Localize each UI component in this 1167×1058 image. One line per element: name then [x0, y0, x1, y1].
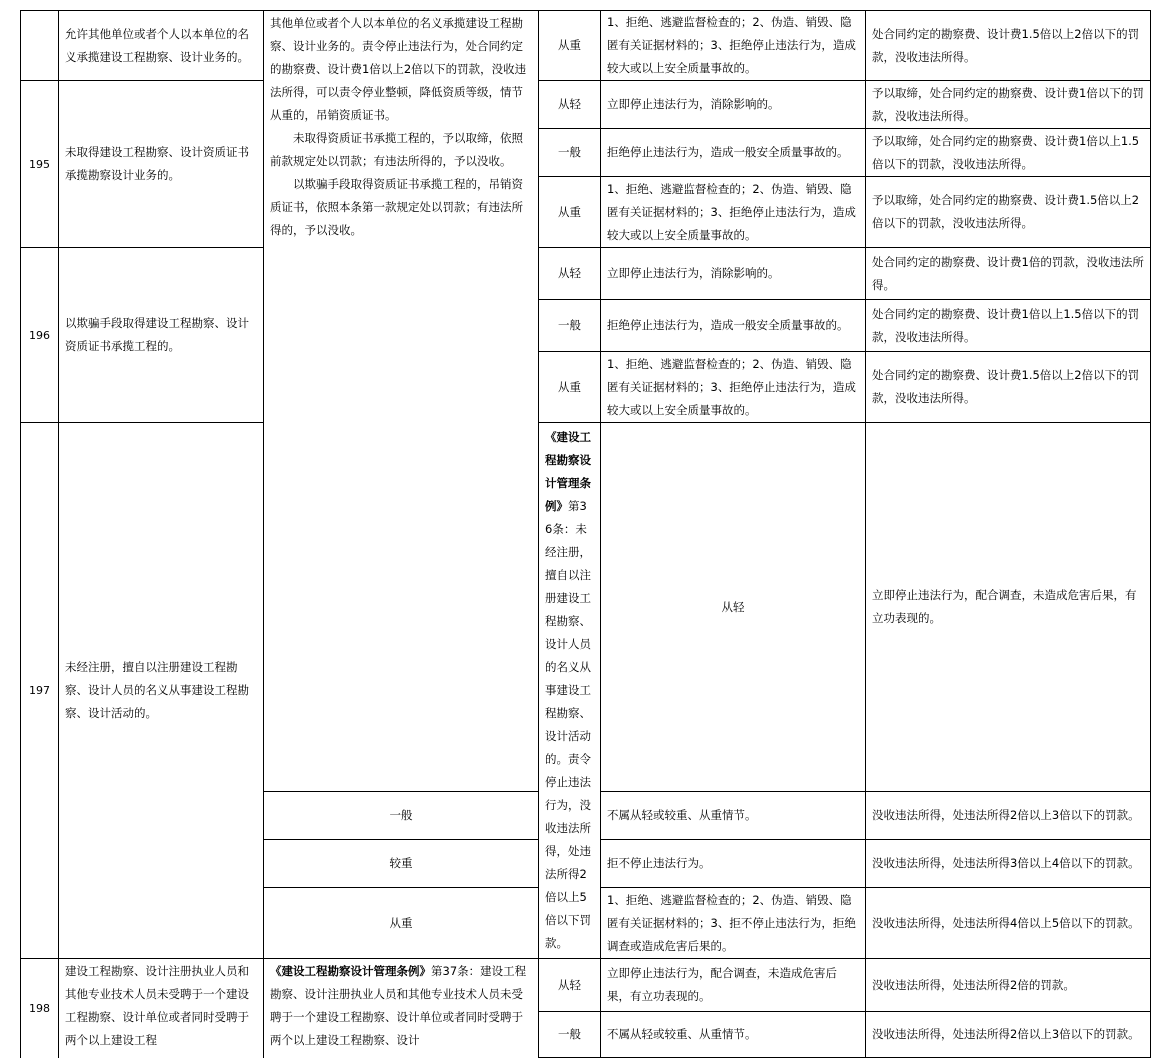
item-number-cell: 198	[21, 959, 59, 1058]
penalty-table	[20, 10, 1151, 1058]
item-number-cell: 195	[21, 81, 59, 248]
circumstance-cell: 拒绝停止违法行为，造成一般安全质量事故的。	[601, 129, 866, 177]
standard-cell: 予以取缔，处合同约定的勘察费、设计费1倍以下的罚款，没收违法所得。	[866, 81, 1151, 129]
item-number-cell	[21, 11, 59, 81]
table-row	[21, 248, 1151, 300]
standard-cell: 没收违法所得，处违法所得4倍以上5倍以下的罚款。	[866, 888, 1151, 959]
basis-paragraph: 未取得资质证书承揽工程的，予以取缔，依照前款规定处以罚款；有违法所得的，予以没收。	[270, 131, 523, 168]
circumstance-cell: 拒不停止违法行为。	[601, 840, 866, 888]
behavior-cell: 以欺骗手段取得建设工程勘察、设计资质证书承揽工程的。	[59, 248, 264, 423]
basis-text: 第36条：未经注册，擅自以注册建设工程勘察、设计人员的名义从事建设工程勘察、设计活动的。责令停止违法行为，没收违法所得，处违法所得2倍以上5倍以下罚款。	[545, 499, 591, 950]
basis-paragraph: 以欺骗手段取得资质证书承揽工程的，吊销资质证书，依照本条第一款规定处以罚款；有违法所得的，予以没收。	[270, 177, 523, 237]
basis-text: 第37条：建设工程勘察、设计注册执业人员和其他专业技术人员未受聘于一个建设工程勘察、设计单位或者同时受聘于两个以上建设工程勘察、设计	[270, 964, 527, 1047]
circumstance-cell: 立即停止违法行为，配合调查，未造成危害后果，有立功表现的。	[866, 423, 1151, 792]
level-cell: 一般	[539, 1012, 601, 1058]
circumstance-cell: 1、拒绝、逃避监督检查的；2、伪造、销毁、隐匿有关证据材料的；3、拒绝停止违法行为，造成较大或以上安全质量事故的。	[601, 11, 866, 81]
standard-cell: 处合同约定的勘察费、设计费1倍的罚款，没收违法所得。	[866, 248, 1151, 300]
circumstance-cell: 立即停止违法行为，消除影响的。	[601, 248, 866, 300]
behavior-cell: 未经注册，擅自以注册建设工程勘察、设计人员的名义从事建设工程勘察、设计活动的。	[59, 423, 264, 959]
level-cell: 一般	[264, 792, 539, 840]
standard-cell: 没收违法所得，处违法所得2倍以上3倍以下的罚款。	[866, 792, 1151, 840]
table-row	[21, 11, 1151, 81]
table-row	[21, 423, 1151, 792]
circumstance-cell: 立即停止违法行为，消除影响的。	[601, 81, 866, 129]
standard-cell: 没收违法所得，处违法所得2倍的罚款。	[866, 959, 1151, 1012]
circumstance-cell: 不属从轻或较重、从重情节。	[601, 792, 866, 840]
level-cell: 一般	[539, 300, 601, 352]
circumstance-cell: 1、拒绝、逃避监督检查的；2、伪造、销毁、隐匿有关证据材料的；3、拒绝停止违法行为，造成较大或以上安全质量事故的。	[601, 352, 866, 423]
behavior-cell: 允许其他单位或者个人以本单位的名义承揽建设工程勘察、设计业务的。	[59, 11, 264, 81]
circumstance-cell: 1、拒绝、逃避监督检查的；2、伪造、销毁、隐匿有关证据材料的；3、拒绝停止违法行为，造成较大或以上安全质量事故的。	[601, 177, 866, 248]
level-cell: 从重	[539, 11, 601, 81]
level-cell: 从轻	[539, 81, 601, 129]
standard-cell: 处合同约定的勘察费、设计费1.5倍以上2倍以下的罚款，没收违法所得。	[866, 352, 1151, 423]
basis-cell	[264, 959, 539, 1058]
standard-cell: 处合同约定的勘察费、设计费1.5倍以上2倍以下的罚款，没收违法所得。	[866, 11, 1151, 81]
circumstance-cell: 立即停止违法行为，配合调查，未造成危害后果，有立功表现的。	[601, 959, 866, 1012]
level-cell: 一般	[539, 129, 601, 177]
level-cell: 较重	[264, 840, 539, 888]
behavior-cell: 未取得建设工程勘察、设计资质证书承揽勘察设计业务的。	[59, 81, 264, 248]
item-number-cell: 197	[21, 423, 59, 959]
basis-cell	[264, 11, 539, 792]
circumstance-cell: 拒绝停止违法行为，造成一般安全质量事故的。	[601, 300, 866, 352]
circumstance-cell: 1、拒绝、逃避监督检查的；2、伪造、销毁、隐匿有关证据材料的；3、拒不停止违法行为，拒绝调查或造成危害后果的。	[601, 888, 866, 959]
level-cell: 从重	[264, 888, 539, 959]
level-cell: 从轻	[539, 959, 601, 1012]
table-row	[21, 81, 1151, 129]
standard-cell: 没收违法所得，处违法所得3倍以上4倍以下的罚款。	[866, 840, 1151, 888]
level-cell: 从重	[539, 352, 601, 423]
level-cell: 从轻	[539, 248, 601, 300]
standard-cell: 予以取缔，处合同约定的勘察费、设计费1倍以上1.5倍以下的罚款，没收违法所得。	[866, 129, 1151, 177]
basis-cell	[539, 423, 601, 959]
behavior-cell: 建设工程勘察、设计注册执业人员和其他专业技术人员未受聘于一个建设工程勘察、设计单位或者同时受聘于两个以上建设工程	[59, 959, 264, 1058]
level-cell: 从重	[539, 177, 601, 248]
law-title: 《建设工程勘察设计管理条例》	[270, 964, 431, 978]
standard-cell: 予以取缔，处合同约定的勘察费、设计费1.5倍以上2倍以下的罚款，没收违法所得。	[866, 177, 1151, 248]
level-cell: 从轻	[601, 423, 866, 792]
table-row	[21, 959, 1151, 1012]
standard-cell: 处合同约定的勘察费、设计费1倍以上1.5倍以下的罚款，没收违法所得。	[866, 300, 1151, 352]
standard-cell: 没收违法所得，处违法所得2倍以上3倍以下的罚款。	[866, 1012, 1151, 1058]
law-title: 《建设工程勘察设计管理条例》	[545, 430, 591, 513]
item-number-cell: 196	[21, 248, 59, 423]
basis-paragraph: 其他单位或者个人以本单位的名义承揽建设工程勘察、设计业务的。责令停止违法行为，处合同约定的勘察费、设计费1倍以上2倍以下的罚款，没收违法所得，可以责令停业整顿，降低资质等级，情节从重的，吊销资质证书。	[270, 16, 527, 122]
circumstance-cell: 不属从轻或较重、从重情节。	[601, 1012, 866, 1058]
